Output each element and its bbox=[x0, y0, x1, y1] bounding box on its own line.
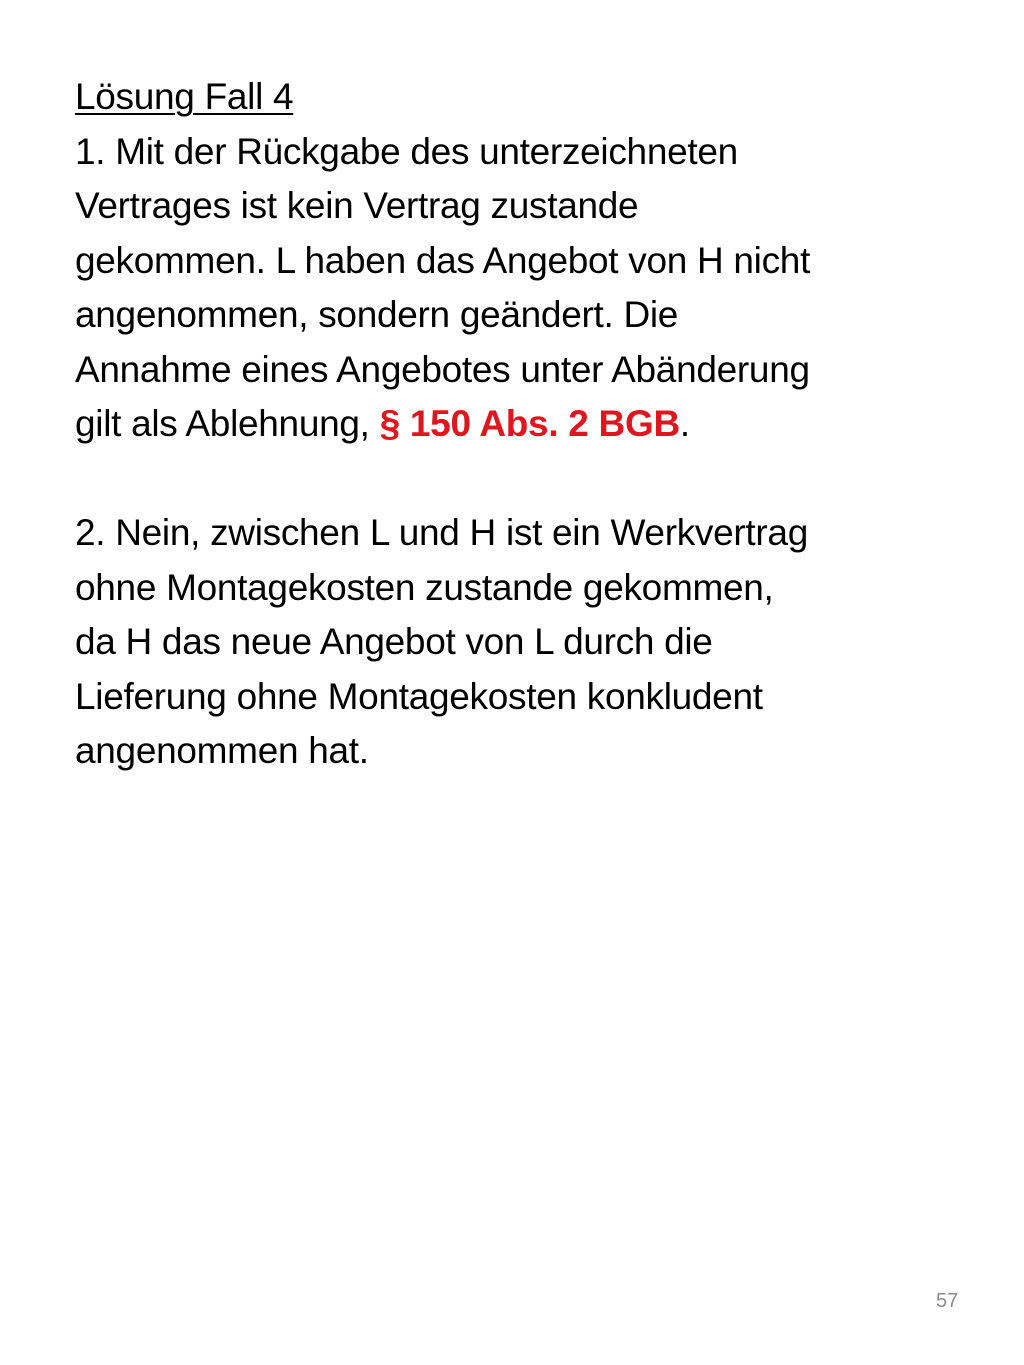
answer-line: gekommen. L haben das Angebot von H nicht bbox=[75, 239, 811, 281]
answer-point-1 bbox=[75, 125, 975, 452]
answer-line: Annahme eines Angebotes unter Abänderung bbox=[75, 348, 810, 390]
page-number: 57 bbox=[936, 1290, 959, 1312]
legal-reference: § 150 Abs. 2 BGB bbox=[379, 403, 680, 444]
answer-line-suffix: . bbox=[679, 403, 690, 444]
answer-line: Lieferung ohne Montagekosten konkludent bbox=[75, 675, 763, 717]
slide-title: Lösung Fall 4 bbox=[75, 76, 294, 117]
answer-line: angenommen hat. bbox=[75, 730, 369, 771]
answer-line: ohne Montagekosten zustande gekommen, bbox=[75, 566, 774, 608]
answer-line-prefix: gilt als Ablehnung, bbox=[75, 403, 380, 444]
answer-line-with-reference bbox=[75, 397, 975, 452]
answer-line: Vertrages ist kein Vertrag zustande bbox=[75, 185, 639, 226]
answer-point-2 bbox=[75, 506, 975, 779]
answer-line: angenommen, sondern geändert. Die bbox=[75, 294, 679, 335]
slide-content bbox=[75, 70, 975, 779]
answer-line: da H das neue Angebot von L durch die bbox=[75, 621, 713, 662]
paragraph-spacer bbox=[75, 452, 975, 507]
answer-line: 1. Mit der Rückgabe des unterzeichneten bbox=[75, 130, 738, 172]
answer-line: 2. Nein, zwischen L und H ist ein Werkvertrag bbox=[75, 512, 808, 553]
